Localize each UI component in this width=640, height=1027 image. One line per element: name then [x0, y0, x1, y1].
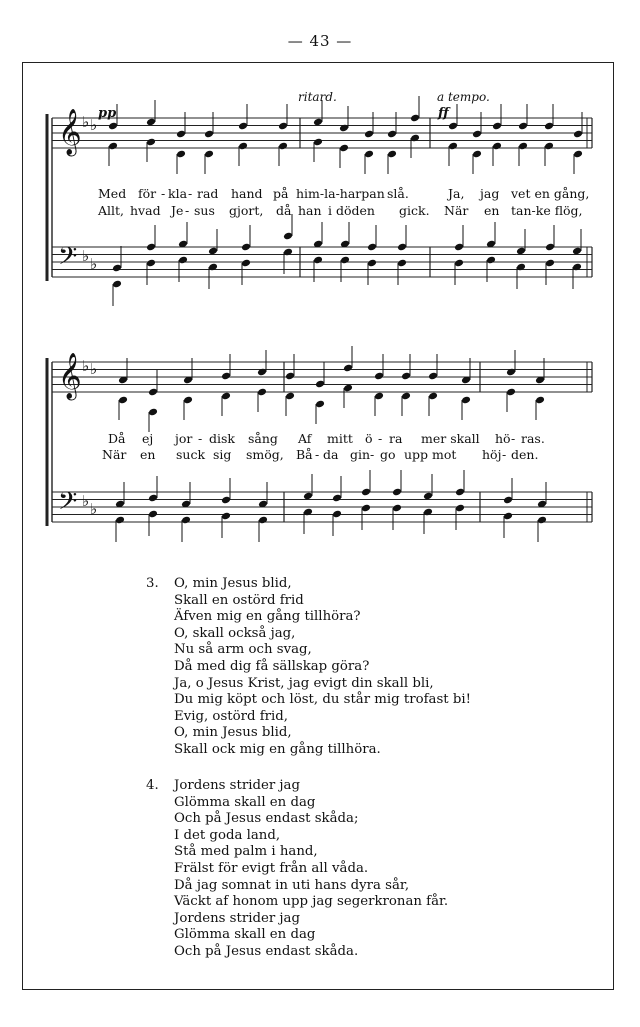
- lyric-s2-l1: Då ej jor - disk sång Af mitt ö - ra mer skall hö - ras.: [108, 431, 545, 446]
- verse-line: Äfven mig en gång tillhöra?: [174, 609, 361, 625]
- verse-line: Väckt af honom upp jag segerkronan får.: [174, 894, 449, 910]
- verse-line: Skall en ostörd frid: [174, 592, 304, 608]
- flat-icon: ♭: [90, 255, 98, 273]
- verse-line: Ja, o Jesus Krist, jag evigt din skall bli,: [174, 675, 434, 691]
- clefs: [58, 109, 97, 522]
- flat-icon: ♭: [82, 113, 90, 131]
- lyric-s1-l2: Allt, hvad Je - sus gjort, då han i döden gick. När en tan-ke flög,: [98, 203, 583, 218]
- verse-line: Skall ock mig en gång tillhöra.: [174, 741, 381, 757]
- flat-icon: ♭: [90, 116, 98, 134]
- verse-line: Stå med palm i hand,: [174, 844, 318, 860]
- bass-clef-icon: 𝄢: [58, 487, 78, 522]
- tempo-a-tempo: a tempo.: [437, 90, 490, 104]
- verse-line: O, min Jesus blid,: [174, 576, 292, 591]
- verse-line: Evig, ostörd frid,: [174, 708, 288, 724]
- verse-number: 3.: [146, 576, 159, 591]
- verse-line: Glömma skall en dag: [174, 794, 316, 810]
- flat-icon: ♭: [82, 357, 90, 375]
- flat-icon: ♭: [82, 247, 90, 265]
- verse-line: Då jag somnat in uti hans dyra sår,: [174, 877, 410, 893]
- verse-line: Och på Jesus endast skåda.: [174, 943, 359, 959]
- dynamic-pp: pp: [98, 106, 117, 121]
- verse-line: Då med dig få sällskap göra?: [174, 658, 370, 674]
- verse-line: O, skall också jag,: [174, 625, 296, 641]
- verse-line: Nu så arm och svag,: [174, 642, 312, 658]
- flat-icon: ♭: [90, 360, 98, 378]
- page-number: — 43 —: [287, 32, 353, 50]
- verse-line: Jordens strider jag: [174, 778, 300, 793]
- lyric-s2-l2: När en suck sig smög, Bå - da gin - go upp mot höj - den.: [102, 447, 539, 462]
- verse-line: Du mig köpt och löst, du står mig trofast bi!: [174, 692, 471, 708]
- treble-clef-icon: 𝄞: [58, 353, 82, 399]
- flat-icon: ♭: [82, 492, 90, 510]
- staff-lines: [47, 114, 592, 526]
- verse-line: O, min Jesus blid,: [174, 725, 292, 741]
- verse-number: 4.: [146, 778, 159, 793]
- treble-clef-icon: 𝄞: [58, 109, 82, 155]
- bass-clef-icon: 𝄢: [58, 242, 78, 277]
- dynamic-ff: ff: [438, 106, 449, 121]
- notes: [108, 96, 583, 542]
- verse-line: Jordens strider jag: [174, 910, 300, 926]
- tempo-ritard: ritard.: [298, 90, 337, 104]
- flat-icon: ♭: [90, 500, 98, 518]
- lyric-s1-l1: Med för - kla - rad hand på him-la-harpan slå. Ja, jag vet en gång,: [98, 186, 590, 201]
- verse-line: Frälst för evigt från all våda.: [174, 860, 369, 876]
- verse-line: I det goda land,: [174, 827, 281, 843]
- verse-line: Och på Jesus endast skåda;: [174, 811, 359, 827]
- verse-line: Glömma skall en dag: [174, 927, 316, 943]
